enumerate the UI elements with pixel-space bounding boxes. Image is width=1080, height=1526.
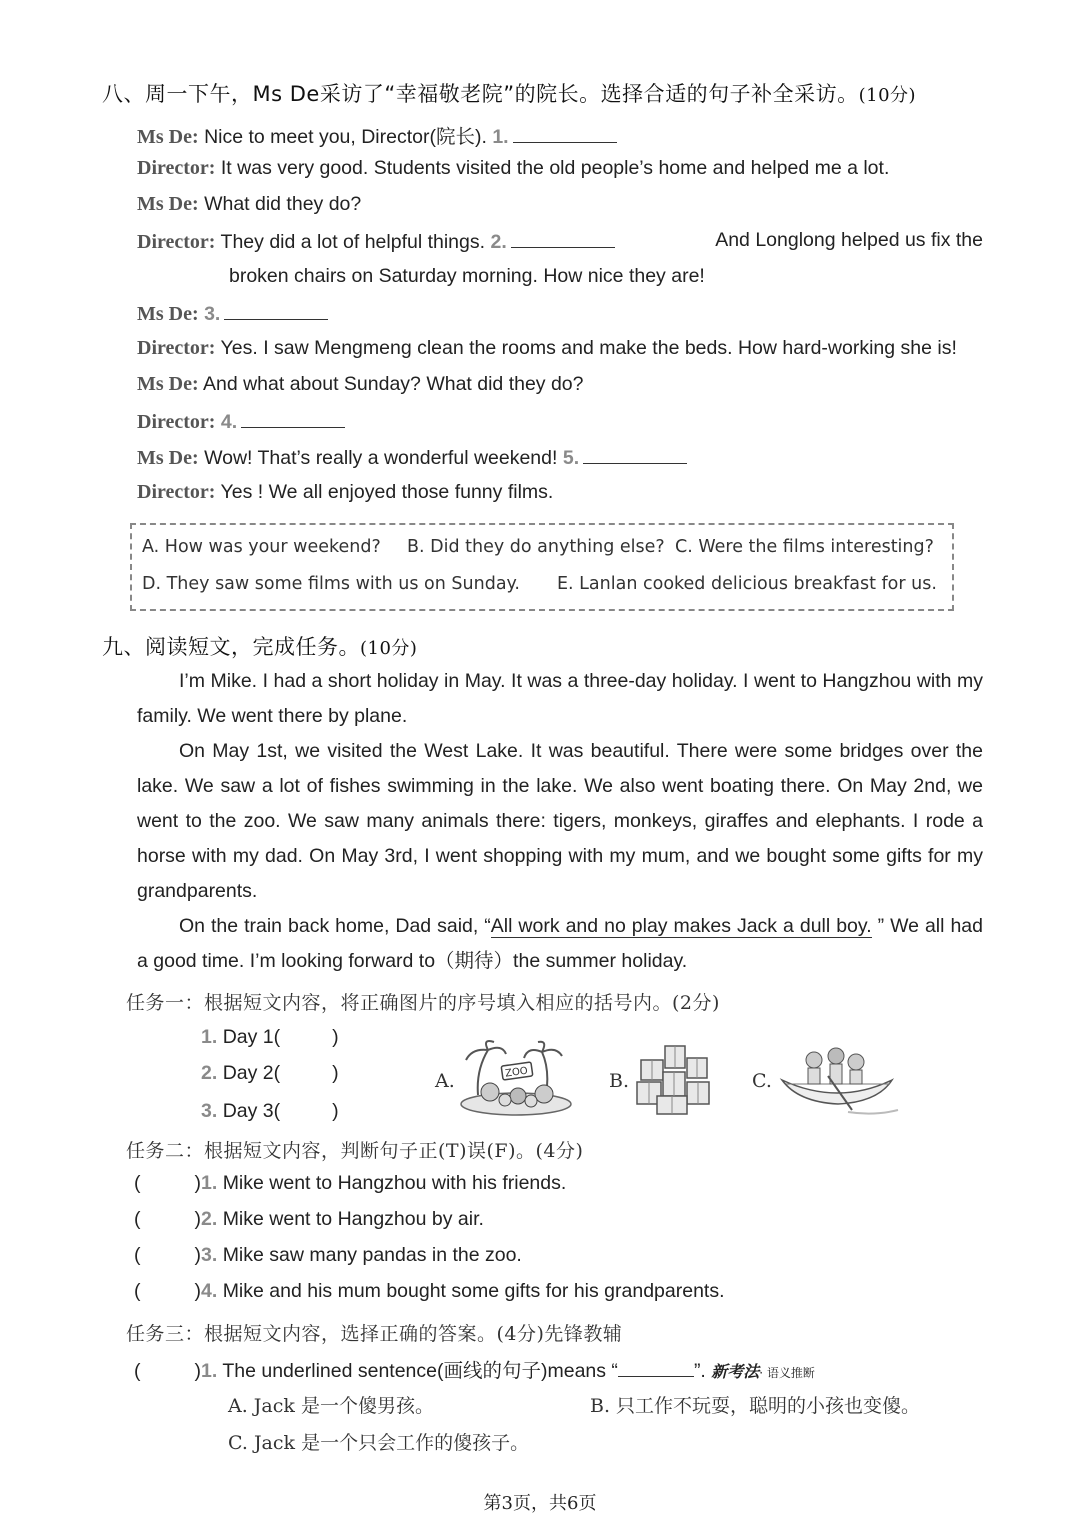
task1-item-3: [201, 1100, 339, 1123]
blank-number: 1.: [492, 126, 509, 148]
para3-text: On the train back home, Dad said, “: [179, 915, 491, 937]
blank-number: 5.: [562, 447, 580, 469]
item-text: Mike and his mum bought some gifts for his grandparents.: [222, 1280, 725, 1302]
task2-item-3: ( )3. Mike saw many pandas in the zoo.: [134, 1244, 522, 1266]
dialogue-line-7: [137, 373, 584, 396]
task2-title: 任务二：根据短文内容，判断句子正(T)误(F)。(4分): [126, 1140, 584, 1162]
option-d: D. They saw some films with us on Sunday.: [142, 574, 520, 594]
dialogue-text: It was very good. Students visited the old people’s home and helped me a lot.: [220, 157, 890, 179]
dialogue-text: broken chairs on Saturday morning. How nice they are!: [229, 265, 705, 287]
task1-title: 任务一：根据短文内容，将正确图片的序号填入相应的括号内。(2分): [126, 992, 720, 1014]
answer-blank-1[interactable]: [513, 124, 617, 143]
task3-question: ( )1. The underlined sentence(画线的句子)means “ ”. 新考法· 语义推断: [134, 1360, 815, 1382]
speaker: Ms De:: [137, 373, 199, 395]
section9-title-text: 九、阅读短文，完成任务。: [102, 635, 360, 659]
speaker: Director:: [137, 481, 216, 503]
item-number: 2.: [201, 1062, 218, 1084]
picture-label-a: A.: [435, 1070, 455, 1092]
passage-paragraph-1: I’m Mike. I had a short holiday in May. It was a three-day holiday. I went to Hangzhou with my family. We went there by plane.: [137, 670, 983, 727]
item-number: 3.: [201, 1100, 218, 1122]
dialogue-line-4: [137, 229, 983, 254]
dialogue-line-3: [137, 193, 361, 216]
option-a: A. How was your weekend?: [142, 537, 381, 557]
speaker: Ms De:: [137, 447, 199, 469]
passage-paragraph-2: On May 1st, we visited the West Lake. It was beautiful. There were some bridges over the lake. We saw a lot of fishes swimming in the lake. We also went boating there. On May 2nd, we went to the zoo. We saw many animals there: tigers, monkeys, giraffes and elephants. I rode a horse with my dad. On May 3rd, I went shopping with my mum, and we bought some gifts for my grandparents.: [137, 740, 983, 902]
question-end: ”.: [693, 1360, 706, 1382]
gifts-picture: [635, 1042, 711, 1116]
dialogue-line-5: [137, 301, 328, 326]
task2-item-4: ( )4. Mike and his mum bought some gifts for his grandparents.: [134, 1280, 725, 1302]
blank-number: 4.: [220, 411, 238, 433]
zoo-sign: ZOO: [504, 1065, 529, 1080]
item-number: 1.: [201, 1360, 218, 1382]
dialogue-text: Wow! That’s really a wonderful weekend!: [204, 447, 558, 469]
speaker: Director:: [137, 337, 216, 359]
blank-number: 3.: [204, 303, 221, 325]
item-text: Day 2(: [222, 1062, 281, 1084]
close-paren: ): [332, 1062, 339, 1084]
answer-blank-3[interactable]: [224, 301, 328, 320]
dialogue-line-6: [137, 337, 957, 360]
passage-paragraph-3: [137, 909, 983, 979]
task3-title: 任务三：根据短文内容，选择正确的答案。(4分)先锋教辅: [126, 1323, 623, 1345]
speaker: Ms De:: [137, 193, 199, 215]
item-number: 3.: [201, 1244, 218, 1266]
dialogue-text: Nice to meet you, Director(院长).: [204, 126, 487, 148]
para3-text: ” We all had a good time. I’m looking forward to（期待）the summer holiday.: [137, 915, 983, 972]
dialogue-line-4-cont: [229, 265, 705, 288]
answer-blank-2[interactable]: [511, 229, 615, 248]
speaker: Ms De:: [137, 303, 199, 325]
choice-c: C. Jack 是一个只会工作的傻孩子。: [228, 1432, 530, 1454]
dialogue-line-1: [137, 121, 617, 149]
page-footer: 第3页，共6页: [483, 1493, 597, 1514]
task1-item-1: [201, 1026, 339, 1049]
item-text: Day 3(: [222, 1100, 281, 1122]
dialogue-line-2: [137, 157, 889, 180]
section9-title: [102, 631, 417, 661]
section9-score: (10分): [360, 638, 418, 659]
underlined-sentence: All work and no play makes Jack a dull boy.: [490, 915, 872, 937]
dialogue-text: And what about Sunday? What did they do?: [202, 373, 584, 395]
item-text: Mike saw many pandas in the zoo.: [222, 1244, 522, 1266]
speaker: Director:: [137, 157, 216, 179]
item-text: Day 1(: [222, 1026, 281, 1048]
task2-item-1: ( )1. Mike went to Hangzhou with his friends.: [134, 1172, 567, 1194]
zoo-picture: [458, 1040, 574, 1120]
speaker: Ms De:: [137, 126, 199, 148]
speaker: Director:: [137, 231, 216, 253]
answer-blank-4[interactable]: [241, 409, 345, 428]
option-e: E. Lanlan cooked delicious breakfast for us.: [557, 574, 937, 594]
choice-a: A. Jack 是一个傻男孩。: [228, 1395, 434, 1417]
blank-number: 2.: [490, 231, 507, 253]
new-exam-tag: [711, 1362, 815, 1381]
task1-item-2: [201, 1062, 339, 1085]
section8-title-text: 八、周一下午，Ms De采访了“幸福敬老院”的院长。选择合适的句子补全采访。: [102, 82, 859, 106]
dialogue-text: Yes. I saw Mengmeng clean the rooms and make the beds. How hard-working she is!: [220, 337, 957, 359]
question-blank[interactable]: [618, 1360, 694, 1377]
picture-label-c: C.: [752, 1070, 772, 1092]
section8-title: [102, 78, 916, 108]
dialogue-line-10: [137, 481, 553, 504]
task2-item-2: ( )2. Mike went to Hangzhou by air.: [134, 1208, 484, 1230]
close-paren: ): [332, 1026, 339, 1048]
dialogue-text: And Longlong helped us fix the: [715, 229, 983, 251]
question-text: The underlined sentence(画线的句子)means “: [222, 1360, 618, 1382]
section8-score: (10分): [858, 85, 917, 106]
option-b: B. Did they do anything else?: [407, 537, 665, 557]
choice-b: B. 只工作不玩耍，聪明的小孩也变傻。: [590, 1395, 921, 1417]
speaker: Director:: [137, 411, 216, 433]
item-number: 4.: [201, 1280, 218, 1302]
answer-blank-5[interactable]: [583, 445, 687, 464]
options-box: [130, 523, 954, 611]
dialogue-text: Yes ! We all enjoyed those funny films.: [220, 481, 554, 503]
close-paren: ): [332, 1100, 339, 1122]
boating-picture: [778, 1044, 902, 1118]
dialogue-text: They did a lot of helpful things.: [220, 231, 486, 253]
tag-subtext: · 语义推断: [759, 1366, 815, 1380]
tag-text: 新考法: [711, 1362, 760, 1381]
item-number: 2.: [201, 1208, 218, 1230]
dialogue-line-8: [137, 409, 345, 434]
item-number: 1.: [201, 1172, 218, 1194]
picture-label-b: B.: [609, 1070, 630, 1092]
dialogue-line-9: [137, 445, 687, 470]
option-c: C. Were the films interesting?: [675, 537, 934, 557]
item-text: Mike went to Hangzhou with his friends.: [222, 1172, 567, 1194]
dialogue-text: What did they do?: [204, 193, 362, 215]
item-text: Mike went to Hangzhou by air.: [222, 1208, 484, 1230]
item-number: 1.: [201, 1026, 218, 1048]
